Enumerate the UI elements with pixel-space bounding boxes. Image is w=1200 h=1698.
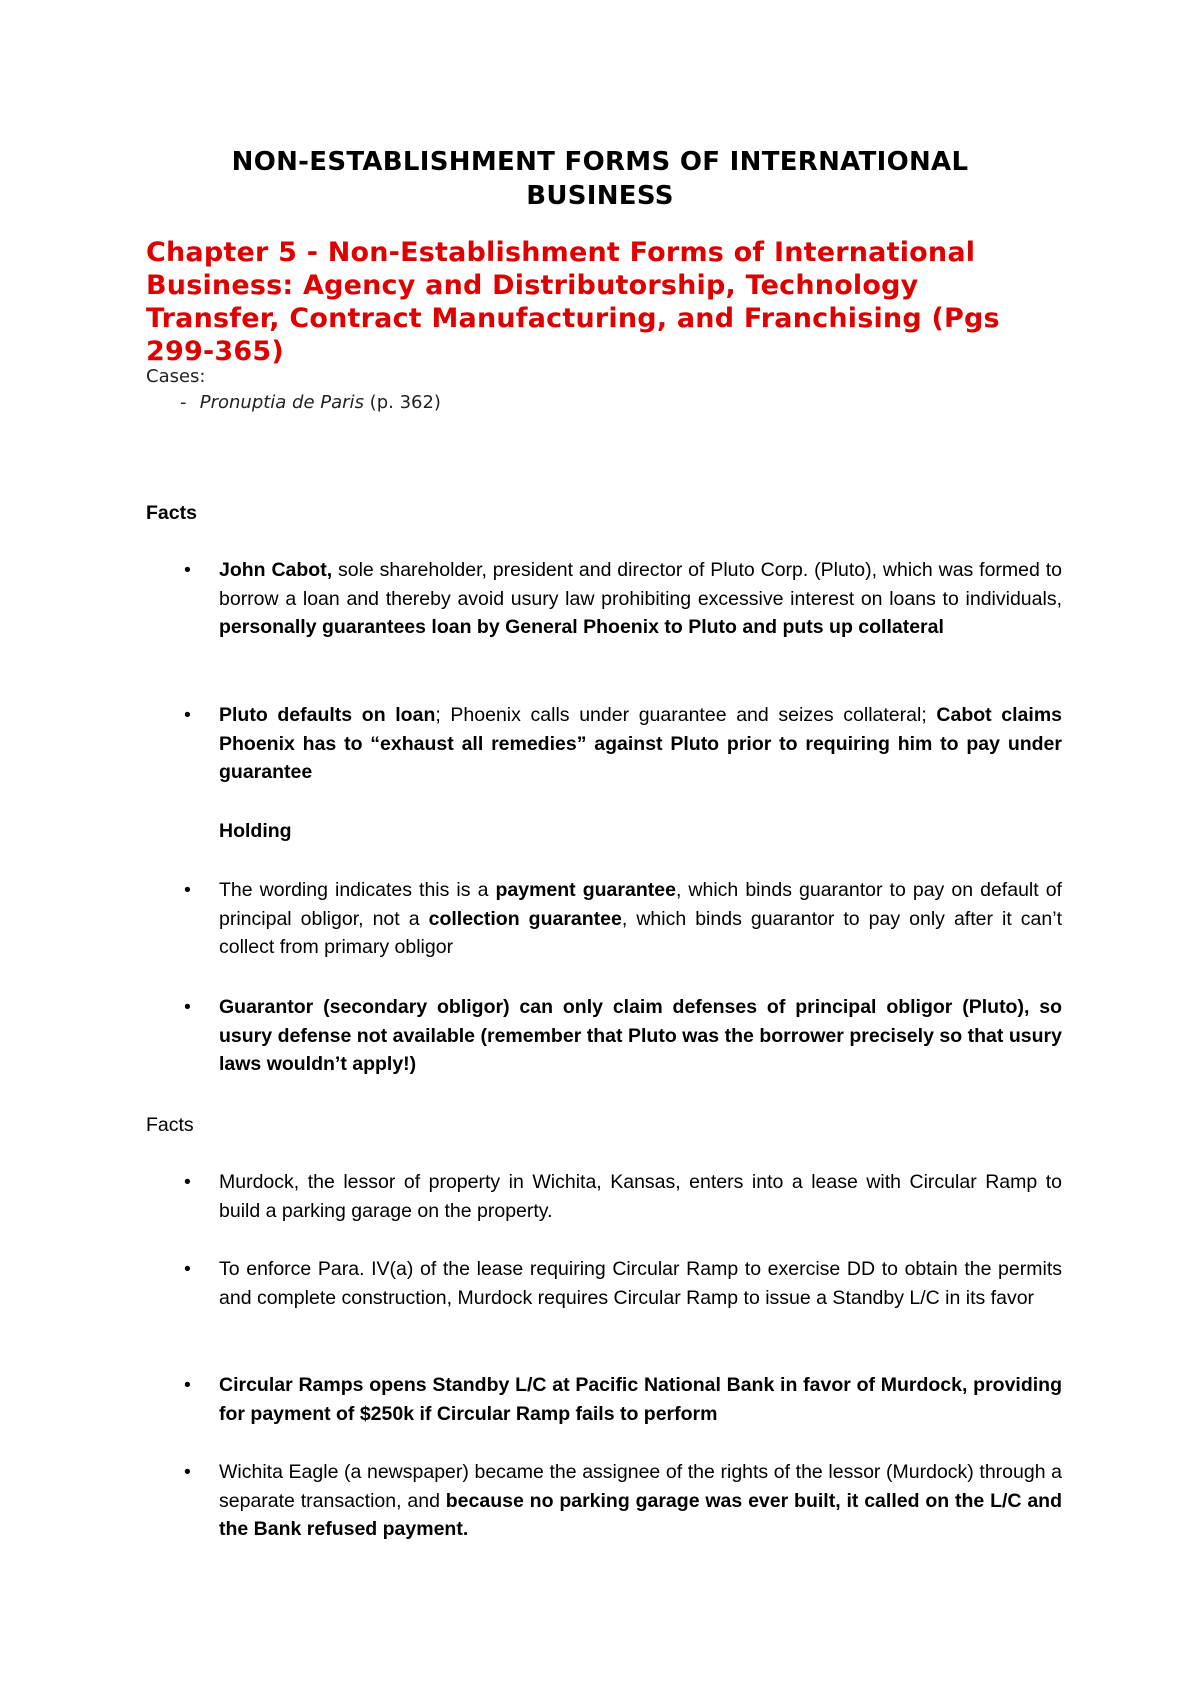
- case-list-item: [180, 392, 441, 414]
- holding-heading: Holding: [219, 820, 292, 842]
- bullet-icon: •: [184, 704, 191, 726]
- title-line-2: BUSINESS: [526, 181, 674, 211]
- bold-text-run: because no parking garage was ever built, it called on the L/C and the Bank refused payment.: [219, 1489, 1063, 1540]
- bullet-icon: •: [184, 879, 191, 901]
- bullet-item: [184, 993, 1062, 1079]
- bullet-item: [184, 1168, 1062, 1225]
- bold-text-run: collection guarantee: [428, 907, 622, 930]
- bold-text-run: personally guarantees loan by General Phoenix to Pluto and puts up collateral: [219, 616, 944, 638]
- bullet-icon: •: [184, 1258, 191, 1280]
- text-run: The wording indicates this is a: [219, 879, 496, 901]
- bullet-icon: •: [184, 1171, 191, 1193]
- document-title: [180, 145, 1020, 213]
- list-dash: -: [180, 392, 187, 413]
- text-run: , which binds guarantor to pay only after it can’t collect from primary obligor: [219, 907, 1062, 958]
- bullet-icon: •: [184, 1461, 191, 1483]
- bullet-item: [184, 1458, 1063, 1544]
- bold-text-run: Guarantor (secondary obligor) can only claim defenses of principal obligor (Pluto), so usury defense not available (remember that Pluto was the borrower precisely so that usury laws wouldn’t apply!): [219, 996, 1062, 1075]
- bullet-item: [184, 701, 1063, 787]
- bold-text-run: Cabot claims Phoenix has to “exhaust all remedies” against Pluto prior to requiring him to pay under guarantee: [219, 704, 1063, 783]
- facts-heading: Facts: [146, 1114, 194, 1136]
- bold-text-run: John Cabot,: [219, 559, 333, 581]
- bullet-item: [184, 1371, 1062, 1428]
- bullet-item: [184, 556, 1062, 642]
- text-run: ; Phoenix calls under guarantee and seizes collateral;: [435, 704, 937, 726]
- bullet-item: [184, 876, 1062, 962]
- bold-text-run: Pluto defaults on loan: [219, 704, 436, 726]
- bullet-icon: •: [184, 559, 191, 581]
- bold-text-run: Circular Ramps opens Standby L/C at Pacific National Bank in favor of Murdock, providing for payment of $250k if Circular Ramp fails to perform: [219, 1374, 1062, 1425]
- text-run: , which binds guarantor to pay on default of principal obligor, not a: [219, 879, 1062, 930]
- bullet-icon: •: [184, 1374, 191, 1396]
- text-run: Wichita Eagle (a newspaper) became the assignee of the rights of the lessor (Murdock) through a separate transaction, and: [219, 1461, 1062, 1512]
- text-run: Murdock, the lessor of property in Wichita, Kansas, enters into a lease with Circular Ramp to build a parking garage on the property.: [219, 1171, 1062, 1222]
- bullet-icon: •: [184, 996, 191, 1018]
- title-line-1: NON-ESTABLISHMENT FORMS OF INTERNATIONAL: [231, 147, 969, 177]
- cases-label: Cases:: [146, 366, 206, 387]
- text-run: sole shareholder, president and director of Pluto Corp. (Pluto), which was formed to borrow a loan and thereby avoid usury law prohibiting excessive interest on loans to individuals,: [219, 559, 1062, 610]
- case-page: (p. 362): [363, 392, 441, 413]
- bullet-item: [184, 1255, 1062, 1312]
- chapter-heading: Chapter 5 - Non-Establishment Forms of International Business: Agency and Distributorship, Technology Transfer, Contract Manufacturing, and Franchising (Pgs 299-365): [146, 237, 1000, 367]
- text-run: To enforce Para. IV(a) of the lease requiring Circular Ramp to exercise DD to obtain the permits and complete construction, Murdock requires Circular Ramp to issue a Standby L/C in its favor: [219, 1258, 1062, 1309]
- case-name: Pronuptia de Paris: [199, 392, 364, 413]
- bold-text-run: payment guarantee: [495, 879, 676, 901]
- facts-heading: Facts: [146, 502, 197, 524]
